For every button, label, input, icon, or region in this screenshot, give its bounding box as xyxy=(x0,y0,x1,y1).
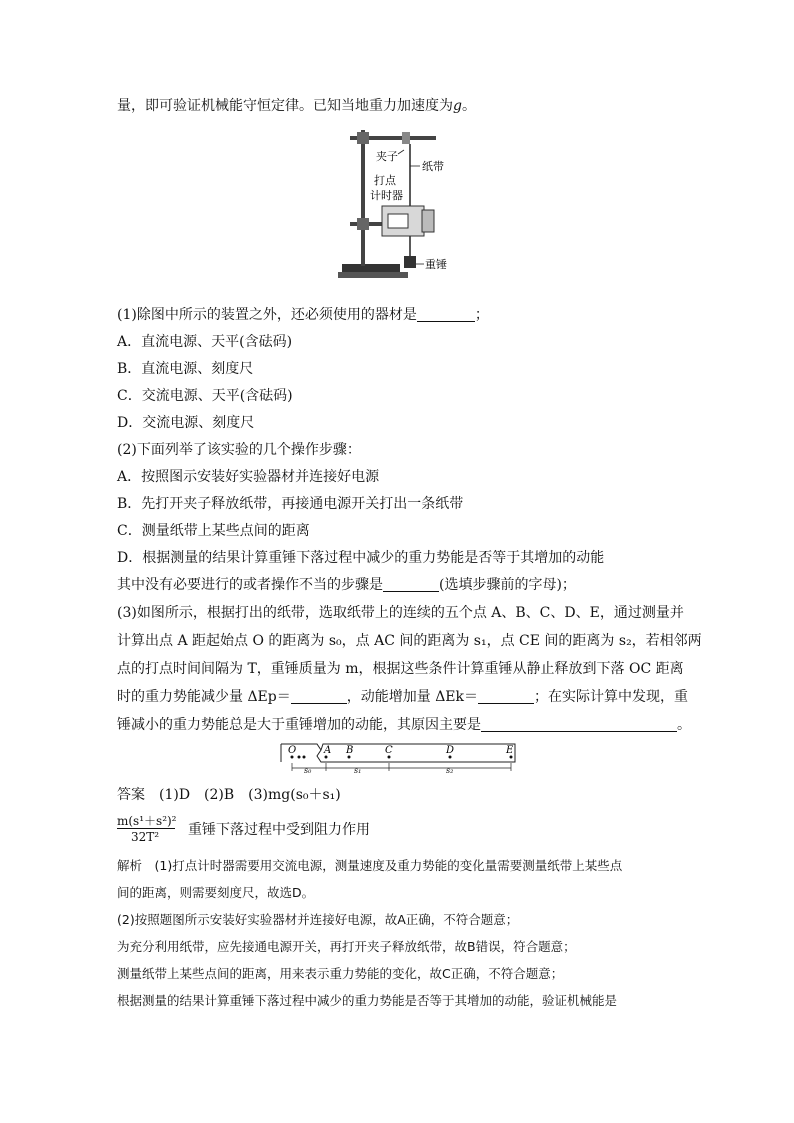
clip-leader xyxy=(398,150,404,154)
analysis-line-4: 为充分利用纸带，应先接通电源开关，再打开夹子释放纸带，故B错误，符合题意； xyxy=(117,939,576,954)
table-edge xyxy=(338,272,408,278)
weight-block xyxy=(404,256,416,268)
intro-text: 量，即可验证机械能守恒定律。已知当地重力加速度为 xyxy=(117,98,453,114)
fraction-bar xyxy=(117,828,175,829)
analysis-line-3: (2)按照题图所示安装好实验器材并连接好电源，故A正确，不符合题意； xyxy=(117,912,519,927)
answer-line-1: 答案 (1)D (2)B (3)mg(s₀＋s₁) xyxy=(117,787,341,803)
q3-line-1: (3)如图所示，根据打出的纸带，选取纸带上的连续的五个点 A、B、C、D、E，通过测量并 xyxy=(117,605,684,621)
answer-fraction xyxy=(117,812,179,848)
q3-line-5: 锤减小的重力势能总是大于重锤增加的动能，其原因主要是 。 xyxy=(117,717,691,733)
q3-line-2: 计算出点 A 距起始点 O 的距离为 s₀，点 AC 间的距离为 s₁，点 CE 间的距离为 s₂，若相邻两 xyxy=(117,633,702,649)
label-tape: 纸带 xyxy=(422,160,444,173)
label-weight: 重锤 xyxy=(425,258,447,271)
label-timer-1: 打点 xyxy=(374,174,396,187)
label-s0: s₀ xyxy=(304,766,312,775)
point-a: A xyxy=(324,745,332,756)
q1-blank[interactable] xyxy=(417,307,475,322)
intro-g: g xyxy=(453,98,462,114)
q2-step-a: A．按照图示安装好实验器材并连接好电源 xyxy=(117,469,380,485)
dot-o3 xyxy=(303,756,306,759)
q3-line-4: 时的重力势能减少量 ΔEp＝ ，动能增加量 ΔEk＝ ；在实际计算中发现，重 xyxy=(117,689,689,705)
label-timer-2: 计时器 xyxy=(370,189,403,202)
analysis-line-5: 测量纸带上某些点间的距离，用来表示重力势能的变化，故C正确，不符合题意； xyxy=(117,966,564,981)
point-d: D xyxy=(446,745,455,756)
analysis-line-6: 根据测量的结果计算重锤下落过程中减少的重力势能是否等于其增加的动能，验证机械能是 xyxy=(117,993,618,1008)
intro-line xyxy=(117,97,476,115)
tape-figure xyxy=(275,741,525,775)
intro-end: 。 xyxy=(461,98,476,114)
q1-option-b[interactable]: B．直流电源、刻度尺 xyxy=(117,361,254,377)
q2-blank[interactable] xyxy=(383,577,439,592)
top-clip xyxy=(402,132,410,144)
label-s2: s₂ xyxy=(446,766,454,775)
dot-o2 xyxy=(298,756,301,759)
fraction-denominator: 32T² xyxy=(131,830,160,844)
timer-plate xyxy=(422,210,434,232)
q1-option-c[interactable]: C．交流电源、天平(含砝码) xyxy=(117,388,293,404)
q2-tail: 其中没有必要进行的或者操作不当的步骤是 (选填步骤前的字母)； xyxy=(117,577,576,593)
apparatus-figure xyxy=(338,126,468,284)
point-o: O xyxy=(288,745,297,756)
timer-coil xyxy=(388,214,408,228)
label-clip: 夹子 xyxy=(376,150,398,163)
q3-line-3: 点的打点时间间隔为 T，重锤质量为 m，根据这些条件计算重锤从静止释放到下落 OC 距离 xyxy=(117,661,684,677)
top-clamp xyxy=(357,132,369,144)
q3-blank-ep[interactable] xyxy=(291,689,347,704)
q2-step-c: C．测量纸带上某些点间的距离 xyxy=(117,523,310,539)
q2-step-b: B．先打开夹子释放纸带，再接通电源开关打出一条纸带 xyxy=(117,496,464,512)
q2-stem: (2)下面列举了该实验的几个操作步骤： xyxy=(117,442,361,458)
analysis-line-1: 解析 (1)打点计时器需要用交流电源，测量速度及重力势能的变化量需要测量纸带上某些点 xyxy=(117,858,623,873)
label-s1: s₁ xyxy=(354,766,362,775)
q3-blank-reason[interactable] xyxy=(481,717,677,732)
q1-stem: (1)除图中所示的装置之外，还必须使用的器材是 ； xyxy=(117,307,489,323)
point-e: E xyxy=(506,745,514,756)
q1-option-d[interactable]: D．交流电源、刻度尺 xyxy=(117,415,255,431)
point-b: B xyxy=(346,745,354,756)
q2-step-d: D．根据测量的结果计算重锤下落过程中减少的重力势能是否等于其增加的动能 xyxy=(117,550,605,566)
analysis-line-2: 间的距离，则需要刻度尺，故选D。 xyxy=(117,885,315,900)
mid-clamp xyxy=(357,218,369,230)
tape-outline xyxy=(281,744,515,762)
point-c: C xyxy=(385,745,393,756)
answer-reason: 重锤下落过程中受到阻力作用 xyxy=(188,822,370,838)
q1-option-a[interactable]: A．直流电源、天平(含砝码) xyxy=(117,334,293,350)
fraction-numerator: m(s¹＋s²)² xyxy=(117,814,177,828)
stand-rod xyxy=(361,130,365,266)
q3-blank-ek[interactable] xyxy=(478,689,534,704)
